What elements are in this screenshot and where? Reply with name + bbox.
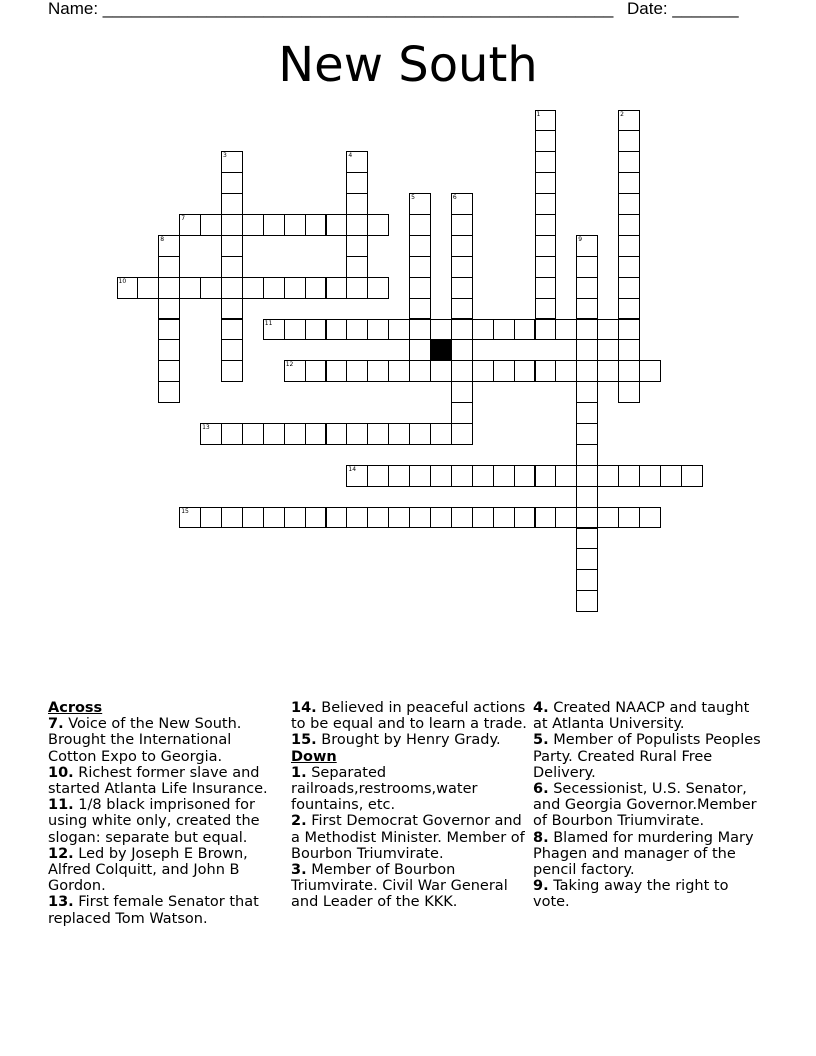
crossword-cell[interactable] bbox=[409, 235, 431, 257]
crossword-cell[interactable] bbox=[346, 235, 368, 257]
crossword-cell[interactable] bbox=[284, 277, 306, 299]
crossword-cell[interactable] bbox=[409, 277, 431, 299]
cell-number: 13 bbox=[202, 424, 210, 431]
crossword-cell[interactable] bbox=[117, 277, 139, 299]
crossword-cell[interactable] bbox=[451, 256, 473, 278]
crossword-cell[interactable] bbox=[284, 360, 306, 382]
crossword-cell[interactable] bbox=[179, 214, 201, 236]
crossword-cell[interactable] bbox=[242, 214, 264, 236]
crossword-cell[interactable] bbox=[367, 423, 389, 445]
cell-number: 15 bbox=[181, 507, 189, 515]
clue-across-11: 11. 1/8 black imprisoned for using white only, created the slogan: separate but equal. bbox=[48, 797, 260, 846]
crossword-cell[interactable] bbox=[388, 360, 410, 382]
crossword-cell[interactable] bbox=[535, 193, 557, 215]
crossword-cell[interactable] bbox=[367, 360, 389, 382]
crossword-cell[interactable] bbox=[346, 423, 368, 445]
crossword-cell[interactable] bbox=[451, 465, 473, 487]
clue-down-3: 3. Member of Bourbon Triumvirate. Civil War General and Leader of the KKK. bbox=[291, 862, 508, 911]
crossword-cell[interactable] bbox=[158, 319, 180, 341]
crossword-cell[interactable] bbox=[576, 465, 598, 487]
date-field-label[interactable]: Date: _______ bbox=[627, 0, 739, 18]
crossword-cell[interactable] bbox=[472, 319, 494, 341]
crossword-cell[interactable] bbox=[221, 507, 243, 529]
crossword-cell[interactable] bbox=[158, 235, 180, 257]
crossword-cell[interactable] bbox=[597, 319, 619, 341]
crossword-cell[interactable] bbox=[158, 360, 180, 382]
crossword-cell[interactable] bbox=[535, 298, 557, 320]
crossword-cell[interactable] bbox=[263, 214, 285, 236]
crossword-cell[interactable] bbox=[367, 507, 389, 529]
crossword-cell[interactable] bbox=[514, 319, 536, 341]
cell-number: 10 bbox=[118, 277, 127, 285]
crossword-cell[interactable] bbox=[535, 151, 557, 173]
crossword-cell[interactable] bbox=[367, 214, 389, 236]
crossword-cell[interactable] bbox=[451, 277, 473, 299]
crossword-cell[interactable] bbox=[576, 528, 598, 550]
crossword-cell[interactable] bbox=[618, 110, 640, 132]
crossword-cell[interactable] bbox=[535, 319, 557, 341]
cell-number: 6 bbox=[452, 194, 457, 202]
cell-number: 9 bbox=[578, 235, 583, 243]
crossword-cell[interactable] bbox=[284, 423, 306, 445]
crossword-cell[interactable] bbox=[535, 130, 557, 152]
crossword-cell[interactable] bbox=[221, 423, 243, 445]
crossword-cell[interactable] bbox=[618, 360, 640, 382]
crossword-cell[interactable] bbox=[597, 507, 619, 529]
crossword-cell[interactable] bbox=[576, 486, 598, 508]
crossword-cell[interactable] bbox=[367, 319, 389, 341]
crossword-cell[interactable] bbox=[597, 465, 619, 487]
name-field-label[interactable]: Name: ______________________________________________________ bbox=[48, 0, 614, 18]
crossword-cell[interactable] bbox=[493, 360, 515, 382]
crossword-cell[interactable] bbox=[221, 277, 243, 299]
crossword-cell[interactable] bbox=[639, 360, 661, 382]
crossword-cell[interactable] bbox=[493, 465, 515, 487]
clue-down-4: 4. Created NAACP and taught at Atlanta University. bbox=[533, 700, 750, 733]
crossword-cell[interactable] bbox=[346, 465, 368, 487]
crossword-cell[interactable] bbox=[451, 339, 473, 361]
cell-number: 11 bbox=[264, 319, 273, 327]
crossword-cell[interactable] bbox=[409, 256, 431, 278]
crossword-cell[interactable] bbox=[681, 465, 703, 487]
cell-number: 7 bbox=[181, 215, 186, 222]
crossword-cell[interactable] bbox=[618, 235, 640, 257]
crossword-cell[interactable] bbox=[576, 319, 598, 341]
crossword-cell[interactable] bbox=[555, 465, 577, 487]
crossword-cell[interactable] bbox=[346, 214, 368, 236]
crossword-cell[interactable] bbox=[451, 214, 473, 236]
crossword-cell[interactable] bbox=[305, 319, 327, 341]
clue-across-12: 12. Led by Joseph E Brown, Alfred Colquitt, and John B Gordon. bbox=[48, 845, 248, 895]
crossword-cell[interactable] bbox=[284, 214, 306, 236]
crossword-cell[interactable] bbox=[326, 214, 348, 236]
crossword-cell[interactable] bbox=[158, 256, 180, 278]
crossword-cell[interactable] bbox=[430, 360, 452, 382]
crossword-cell[interactable] bbox=[158, 277, 180, 299]
clue-down-5: 5. Member of Populists Peoples Party. Created Rural Free Delivery. bbox=[533, 732, 761, 781]
crossword-cell[interactable] bbox=[618, 172, 640, 194]
crossword-cell[interactable] bbox=[618, 130, 640, 152]
clue-down-1: 1. Separated railroads,restrooms,water fountains, etc. bbox=[291, 764, 478, 814]
crossword-cell[interactable] bbox=[535, 172, 557, 194]
crossword-cell[interactable] bbox=[221, 151, 243, 173]
crossword-cell[interactable] bbox=[535, 214, 557, 236]
crossword-cell[interactable] bbox=[535, 235, 557, 257]
crossword-cell[interactable] bbox=[514, 360, 536, 382]
crossword-cell[interactable] bbox=[576, 277, 598, 299]
crossword-cell[interactable] bbox=[472, 360, 494, 382]
crossword-cell[interactable] bbox=[576, 402, 598, 424]
crossword-cell[interactable] bbox=[221, 235, 243, 257]
crossword-cell[interactable] bbox=[618, 319, 640, 341]
crossword-cell[interactable] bbox=[618, 151, 640, 173]
crossword-cell[interactable] bbox=[346, 507, 368, 529]
crossword-cell[interactable] bbox=[263, 277, 285, 299]
crossword-cell[interactable] bbox=[326, 423, 348, 445]
crossword-cell[interactable] bbox=[409, 214, 431, 236]
crossword-cell[interactable] bbox=[430, 423, 452, 445]
crossword-cell[interactable] bbox=[346, 319, 368, 341]
crossword-cell[interactable] bbox=[576, 423, 598, 445]
crossword-cell[interactable] bbox=[576, 235, 598, 257]
crossword-cell[interactable] bbox=[493, 319, 515, 341]
crossword-cell[interactable] bbox=[388, 423, 410, 445]
crossword-cell[interactable] bbox=[514, 465, 536, 487]
puzzle-title: New South bbox=[278, 37, 538, 93]
crossword-cell[interactable] bbox=[200, 277, 222, 299]
crossword-cell[interactable] bbox=[158, 381, 180, 403]
crossword-cell[interactable] bbox=[576, 507, 598, 529]
crossword-cell[interactable] bbox=[158, 339, 180, 361]
crossword-cell[interactable] bbox=[576, 339, 598, 361]
clue-down-8: 8. Blamed for murdering Mary Phagen and manager of the pencil factory. bbox=[533, 829, 754, 879]
crossword-cell[interactable] bbox=[597, 360, 619, 382]
clues-column-2 bbox=[291, 700, 527, 911]
clue-across-14: 14. Believed in peaceful actions to be equal and to learn a trade. bbox=[291, 700, 527, 733]
crossword-cell[interactable] bbox=[221, 319, 243, 341]
crossword-cell[interactable] bbox=[618, 193, 640, 215]
clue-across-10: 10. Richest former slave and started Atlanta Life Insurance. bbox=[48, 764, 268, 798]
crossword-cell[interactable] bbox=[221, 298, 243, 320]
crossword-cell[interactable] bbox=[346, 360, 368, 382]
crossword-cell[interactable] bbox=[305, 423, 327, 445]
crossword-cell[interactable] bbox=[618, 214, 640, 236]
crossword-cell[interactable] bbox=[263, 423, 285, 445]
crossword-cell[interactable] bbox=[263, 319, 285, 341]
crossword-cell[interactable] bbox=[200, 423, 222, 445]
crossword-cell[interactable] bbox=[576, 381, 598, 403]
crossword-cell[interactable] bbox=[346, 193, 368, 215]
crossword-cell[interactable] bbox=[409, 319, 431, 341]
crossword-cell[interactable] bbox=[472, 465, 494, 487]
crossword-black-cell bbox=[430, 339, 452, 361]
across-clue-list bbox=[48, 716, 284, 927]
crossword-cell[interactable] bbox=[451, 360, 473, 382]
crossword-cell[interactable] bbox=[221, 256, 243, 278]
crossword-cell[interactable] bbox=[326, 360, 348, 382]
crossword-cell[interactable] bbox=[326, 319, 348, 341]
crossword-cell[interactable] bbox=[326, 277, 348, 299]
crossword-cell[interactable] bbox=[555, 360, 577, 382]
crossword-cell[interactable] bbox=[409, 360, 431, 382]
crossword-cell[interactable] bbox=[221, 360, 243, 382]
crossword-cell[interactable] bbox=[346, 151, 368, 173]
crossword-cell[interactable] bbox=[451, 298, 473, 320]
crossword-cell[interactable] bbox=[618, 298, 640, 320]
crossword-cell[interactable] bbox=[535, 110, 557, 132]
cell-number: 3 bbox=[223, 152, 227, 160]
down-heading: Down bbox=[291, 748, 337, 765]
crossword-cell[interactable] bbox=[639, 465, 661, 487]
clue-across-7: 7. Voice of the New South. Brought the International Cotton Expo to Georgia. bbox=[48, 716, 242, 765]
crossword-cell[interactable] bbox=[555, 507, 577, 529]
crossword-cell[interactable] bbox=[388, 319, 410, 341]
crossword-cell[interactable] bbox=[618, 381, 640, 403]
crossword-cell[interactable] bbox=[221, 172, 243, 194]
crossword-cell[interactable] bbox=[430, 465, 452, 487]
crossword-cell[interactable] bbox=[221, 214, 243, 236]
crossword-cell[interactable] bbox=[263, 507, 285, 529]
crossword-cell[interactable] bbox=[430, 507, 452, 529]
crossword-cell[interactable] bbox=[472, 507, 494, 529]
crossword-cell[interactable] bbox=[242, 277, 264, 299]
crossword-cell[interactable] bbox=[221, 193, 243, 215]
clue-across-15: 15. Brought by Henry Grady. bbox=[291, 732, 501, 749]
crossword-cell[interactable] bbox=[200, 214, 222, 236]
crossword-cell[interactable] bbox=[284, 507, 306, 529]
crossword-cell[interactable] bbox=[305, 214, 327, 236]
crossword-cell[interactable] bbox=[409, 465, 431, 487]
crossword-cell[interactable] bbox=[451, 235, 473, 257]
crossword-cell[interactable] bbox=[179, 277, 201, 299]
crossword-cell[interactable] bbox=[388, 507, 410, 529]
crossword-cell[interactable] bbox=[409, 298, 431, 320]
crossword-cell[interactable] bbox=[514, 507, 536, 529]
crossword-cell[interactable] bbox=[535, 277, 557, 299]
crossword-cell[interactable] bbox=[326, 507, 348, 529]
crossword-cell[interactable] bbox=[576, 298, 598, 320]
crossword-cell[interactable] bbox=[660, 465, 682, 487]
crossword-cell[interactable] bbox=[346, 172, 368, 194]
crossword-cell[interactable] bbox=[305, 507, 327, 529]
crossword-cell[interactable] bbox=[367, 465, 389, 487]
crossword-cell[interactable] bbox=[305, 360, 327, 382]
crossword-cell[interactable] bbox=[535, 507, 557, 529]
cell-number: 5 bbox=[411, 194, 415, 202]
crossword-cell[interactable] bbox=[388, 465, 410, 487]
cell-number: 1 bbox=[536, 110, 541, 118]
crossword-cell[interactable] bbox=[346, 256, 368, 278]
crossword-cell[interactable] bbox=[409, 423, 431, 445]
clue-down-9: 9. Taking away the right to vote. bbox=[533, 878, 729, 911]
crossword-cell[interactable] bbox=[618, 507, 640, 529]
crossword-cell[interactable] bbox=[137, 277, 159, 299]
crossword-cell[interactable] bbox=[576, 590, 598, 612]
crossword-cell[interactable] bbox=[430, 319, 452, 341]
crossword-cell[interactable] bbox=[576, 360, 598, 382]
crossword-cell[interactable] bbox=[639, 507, 661, 529]
crossword-cell[interactable] bbox=[576, 548, 598, 570]
cell-number: 12 bbox=[285, 361, 294, 369]
cell-number: 2 bbox=[620, 110, 624, 118]
crossword-cell[interactable] bbox=[535, 360, 557, 382]
crossword-cell[interactable] bbox=[409, 193, 431, 215]
crossword-cell[interactable] bbox=[179, 507, 201, 529]
cell-number: 14 bbox=[348, 465, 357, 473]
crossword-cell[interactable] bbox=[158, 298, 180, 320]
crossword-cell[interactable] bbox=[535, 256, 557, 278]
crossword-cell[interactable] bbox=[451, 507, 473, 529]
cell-number: 8 bbox=[160, 235, 165, 243]
crossword-cell[interactable] bbox=[346, 277, 368, 299]
crossword-cell[interactable] bbox=[451, 423, 473, 445]
crossword-cell[interactable] bbox=[555, 319, 577, 341]
crossword-cell[interactable] bbox=[284, 319, 306, 341]
crossword-cell[interactable] bbox=[367, 277, 389, 299]
crossword-cell[interactable] bbox=[576, 569, 598, 591]
crossword-cell[interactable] bbox=[409, 507, 431, 529]
crossword-cell[interactable] bbox=[451, 402, 473, 424]
clue-down-6: 6. Secessionist, U.S. Senator, and Georgia Governor.Member of Bourbon Triumvirate. bbox=[533, 781, 757, 830]
clues-column-1 bbox=[48, 700, 284, 927]
crossword-cell[interactable] bbox=[576, 256, 598, 278]
clue-down-2: 2. First Democrat Governor and a Methodist Minister. Member of Bourbon Triumvirate. bbox=[291, 813, 525, 862]
crossword-cell[interactable] bbox=[618, 465, 640, 487]
crossword-cell[interactable] bbox=[305, 277, 327, 299]
clue-across-13: 13. First female Senator that replaced Tom Watson. bbox=[48, 894, 259, 927]
crossword-cell[interactable] bbox=[242, 507, 264, 529]
cell-number: 4 bbox=[348, 152, 353, 160]
crossword-cell[interactable] bbox=[409, 339, 431, 361]
crossword-cell[interactable] bbox=[618, 256, 640, 278]
crossword-cell[interactable] bbox=[493, 507, 515, 529]
crossword-cell[interactable] bbox=[451, 193, 473, 215]
crossword-cell[interactable] bbox=[535, 465, 557, 487]
crossword-cell[interactable] bbox=[221, 339, 243, 361]
crossword-cell[interactable] bbox=[451, 319, 473, 341]
crossword-cell[interactable] bbox=[618, 277, 640, 299]
crossword-cell[interactable] bbox=[618, 339, 640, 361]
crossword-cell[interactable] bbox=[242, 423, 264, 445]
across-heading: Across bbox=[48, 700, 103, 716]
crossword-cell[interactable] bbox=[576, 444, 598, 466]
clues-column-3 bbox=[533, 700, 763, 911]
crossword-cell[interactable] bbox=[451, 381, 473, 403]
crossword-cell[interactable] bbox=[200, 507, 222, 529]
